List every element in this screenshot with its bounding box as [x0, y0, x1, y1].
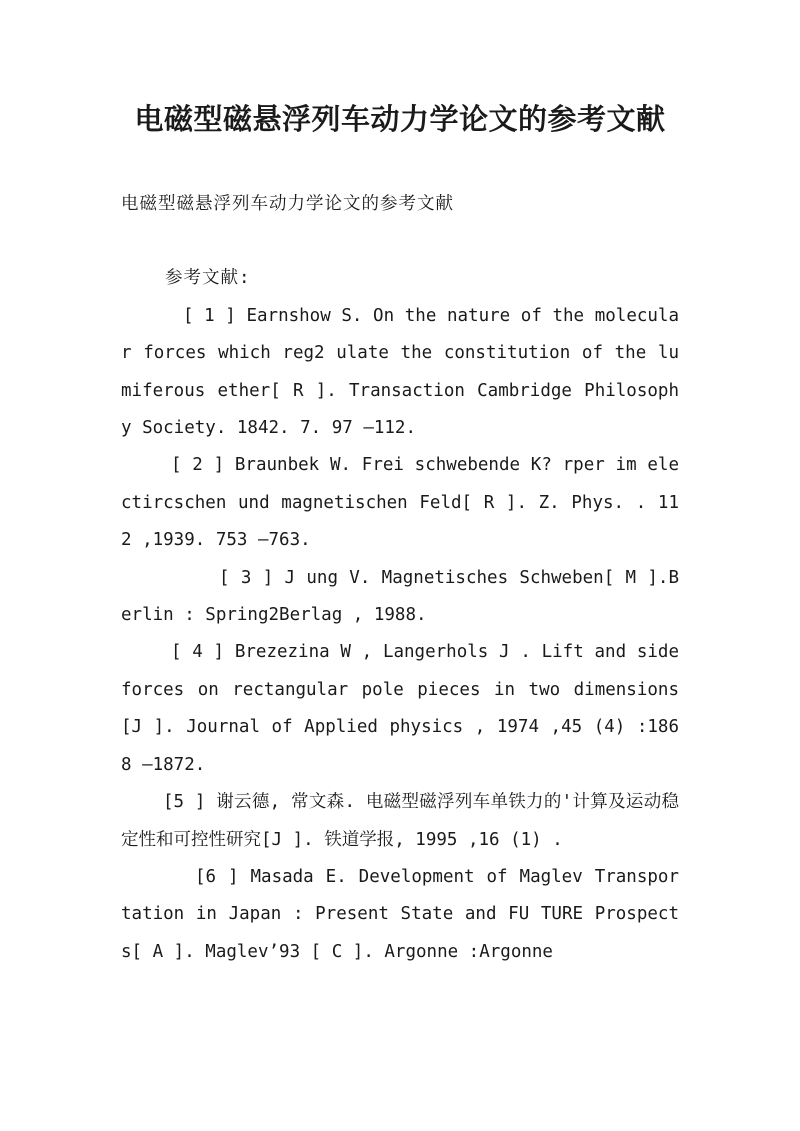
reference-item-5: [5 ] 谢云德, 常文森. 电磁型磁浮列车单铁力的'计算及运动稳定性和可控性研究[J ]. 铁道学报, 1995 ,16 (1) . [121, 792, 679, 850]
document-body [121, 186, 679, 971]
references-heading: 参考文献: [165, 268, 251, 289]
reference-item-3: [ 3 ] J ung V. Magnetisches Schweben[ M ].Berlin : Spring2Berlag , 1988. [121, 567, 679, 626]
document-title: 电磁型磁悬浮列车动力学论文的参考文献 [134, 102, 666, 136]
reference-item-2: [ 2 ] Braunbek W. Frei schwebende K? rper im electircschen und magnetischen Feld[ R ]. Z. Phys. . 112 ,1939. 753 —763. [121, 455, 679, 551]
reference-item-1: [ 1 ] Earnshow S. On the nature of the molecular forces which reg2 ulate the constitution of the lumiferous ether[ R ]. Transaction Cambridge Philosophy Society. 1842. 7. 97 —112. [121, 305, 679, 439]
reference-item-4: [ 4 ] Brezezina W , Langerhols J . Lift and side forces on rectangular pole pieces in two dimensions[J ]. Journal of Applied physics , 1974 ,45 (4) :1868 —1872. [121, 642, 679, 775]
reference-item-6: [6 ] Masada E. Development of Maglev Transportation in Japan : Present State and FU TURE Prospects[ A ]. Maglev’93 [ C ]. Argonne :Argonne [121, 866, 679, 962]
document-subtitle: 电磁型磁悬浮列车动力学论文的参考文献 [121, 194, 454, 214]
